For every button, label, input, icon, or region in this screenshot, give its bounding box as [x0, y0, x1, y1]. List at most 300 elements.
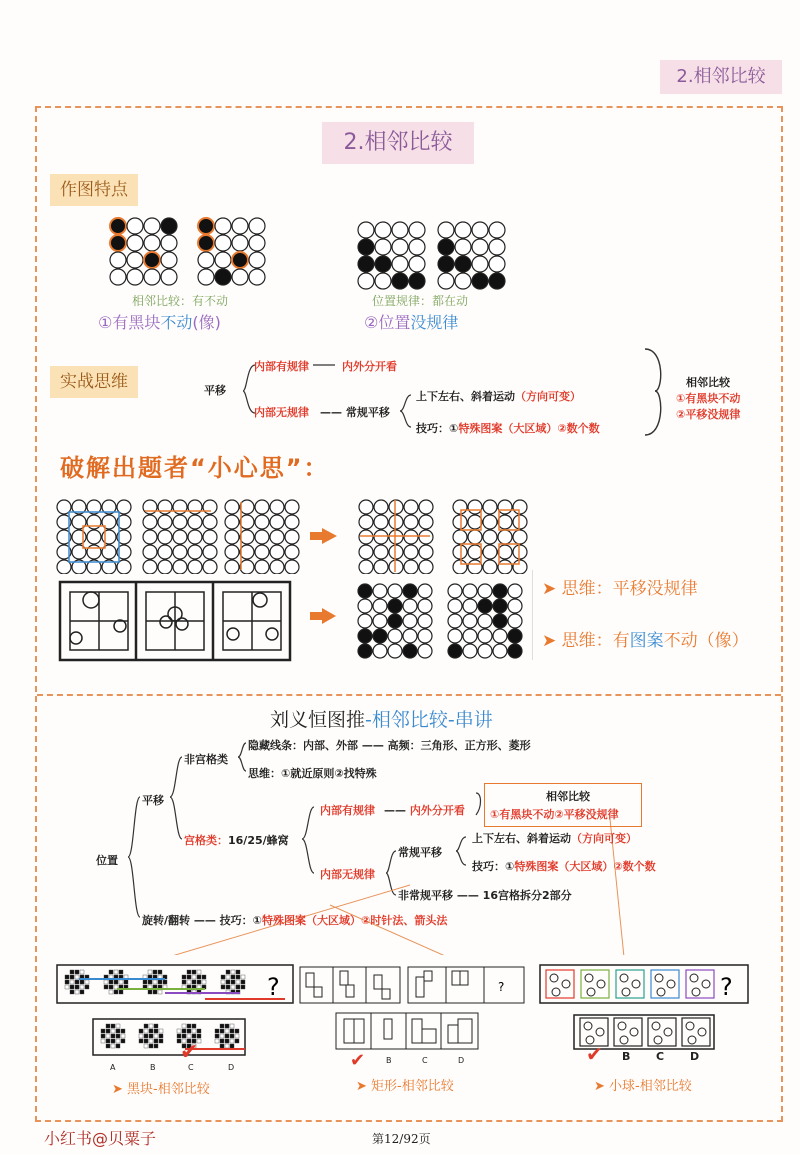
grid-circle [240, 530, 254, 544]
block-cell [187, 970, 191, 974]
ball [667, 980, 675, 988]
grid-circle [418, 599, 432, 613]
circle-grid-4 [438, 222, 505, 289]
grid-circle [373, 614, 387, 628]
block-cell [215, 1039, 219, 1043]
grid-circle [158, 515, 172, 529]
grid-circle [270, 515, 284, 529]
block-cell [75, 985, 79, 989]
grid-circle [438, 256, 454, 272]
block-cell [106, 1039, 110, 1043]
mm-b1-leaf: 内外分开看 [342, 360, 397, 373]
block-cell [70, 985, 74, 989]
grid-circle [173, 530, 187, 544]
grid-circle [513, 560, 527, 574]
block-cell [182, 1029, 186, 1033]
grid-circle [375, 256, 391, 272]
block-cell [75, 990, 79, 994]
block-cell [143, 980, 147, 984]
grid-circle [493, 644, 507, 658]
grid-circle [498, 530, 512, 544]
grid-circle [403, 614, 417, 628]
block-cell [101, 1029, 105, 1033]
ball [698, 1028, 706, 1036]
grid-circle [389, 515, 403, 529]
grid-circle [161, 269, 177, 285]
section-title: 2.相邻比较 [322, 122, 474, 164]
grid-circle [188, 545, 202, 559]
grid-circle [404, 515, 418, 529]
grid-circle [419, 560, 433, 574]
mm-b2: 内部无规律 [254, 406, 309, 419]
grid-circle [419, 500, 433, 514]
block-cell [220, 1034, 224, 1038]
block-cell [231, 985, 235, 989]
block-cell [80, 990, 84, 994]
mm-right-2: ②平移没规律 [676, 408, 741, 421]
block-cell [197, 980, 201, 984]
block-cell [182, 975, 186, 979]
grid-circle [498, 545, 512, 559]
grid-circle [144, 252, 160, 268]
grid-circle [110, 218, 126, 234]
block-cell [225, 1034, 229, 1038]
block-cell [187, 980, 191, 984]
header-tag: 2.相邻比较 [660, 60, 782, 94]
block-cell [215, 1034, 219, 1038]
block-cell [230, 1029, 234, 1033]
grid-circle [285, 500, 299, 514]
grid-circle [448, 644, 462, 658]
block-cell [119, 970, 123, 974]
ball [587, 988, 595, 996]
block-cell [106, 1034, 110, 1038]
grid-circle [203, 500, 217, 514]
grid-circle [389, 560, 403, 574]
mm2-wu: 内部无规律 [320, 868, 375, 881]
block-cell [202, 975, 206, 979]
ball [620, 1036, 628, 1044]
ball [597, 980, 605, 988]
section-divider [37, 694, 781, 696]
grid-circle [404, 545, 418, 559]
block-cell [221, 975, 225, 979]
block-cell [116, 1024, 120, 1028]
block-cell [144, 1029, 148, 1033]
block-cell [225, 1024, 229, 1028]
grid-circle [419, 515, 433, 529]
grid-circle [472, 256, 488, 272]
grid-circle [404, 560, 418, 574]
example-small-balls [538, 963, 753, 1053]
block-cell [149, 1034, 153, 1038]
grid-circle [418, 644, 432, 658]
ball [688, 1036, 696, 1044]
mm-b2-leaf1: 上下左右、斜着运动（方向可变） [416, 390, 581, 403]
block-cell [231, 980, 235, 984]
block-cell [230, 1044, 234, 1048]
ball [552, 988, 560, 996]
block-cell [121, 1029, 125, 1033]
block-cell [158, 970, 162, 974]
grid-circle [240, 500, 254, 514]
think-1: ➤ 思维：平移没规律 [542, 579, 698, 599]
block-cell [104, 980, 108, 984]
block-cell [192, 1024, 196, 1028]
grid-circle [161, 218, 177, 234]
grid-circle [203, 530, 217, 544]
block-cell [231, 975, 235, 979]
grid-circle [161, 235, 177, 251]
grid-circle [215, 252, 231, 268]
mm-right-title: 相邻比较 [686, 376, 730, 389]
grid-circle [102, 530, 116, 544]
grid-circle [513, 545, 527, 559]
grid-circle [374, 500, 388, 514]
grid-circle [489, 222, 505, 238]
ex1-caption: ➤ 黑块-相邻比较 [112, 1082, 210, 1097]
grid-circle [373, 644, 387, 658]
block-cell [124, 980, 128, 984]
grid-circle [143, 515, 157, 529]
circle-grid-1 [110, 218, 177, 285]
grid-circle [102, 545, 116, 559]
grid-circle [392, 239, 408, 255]
block-cell [235, 1039, 239, 1043]
block-cell [116, 1039, 120, 1043]
grid-circle [483, 560, 497, 574]
block-cell [241, 985, 245, 989]
block-cell [80, 985, 84, 989]
mm2-root: 位置 [96, 854, 118, 867]
grid-circle [225, 545, 239, 559]
block-cell [154, 1034, 158, 1038]
block-cell [101, 1034, 105, 1038]
label-drawing-features: 作图特点 [50, 174, 138, 206]
ball [702, 980, 710, 988]
grid-circle [389, 500, 403, 514]
grid-circle [359, 515, 373, 529]
grid-circle [448, 599, 462, 613]
grid-circle [358, 222, 374, 238]
grid-circle [388, 644, 402, 658]
grid-circle [198, 235, 214, 251]
block-cell [144, 1039, 148, 1043]
grid-circle [358, 599, 372, 613]
heading-tricks: 破解出题者“小心思”： [60, 454, 330, 482]
ball [652, 1022, 660, 1030]
grid-circle [255, 560, 269, 574]
block-cell [144, 1044, 148, 1048]
block-cell [153, 970, 157, 974]
grid-circle [513, 515, 527, 529]
grid-circle [143, 530, 157, 544]
grid-circle [203, 545, 217, 559]
grid-circle [409, 273, 425, 289]
block-cell [85, 980, 89, 984]
block-cell [177, 1029, 181, 1033]
block-cell [154, 1044, 158, 1048]
grid-circle [388, 584, 402, 598]
grid-circle [249, 235, 265, 251]
grid-circle [409, 256, 425, 272]
block-cell [225, 1044, 229, 1048]
ball [654, 1036, 662, 1044]
grid-circle [359, 545, 373, 559]
grid-circle [404, 530, 418, 544]
block-cell [159, 1029, 163, 1033]
block-cell [154, 1024, 158, 1028]
grid-circle [143, 560, 157, 574]
grid-circle [453, 530, 467, 544]
grid-circle [438, 239, 454, 255]
grid-examples-top [100, 214, 520, 290]
block-cell [220, 1039, 224, 1043]
mm2-you: 内部有规律 [320, 804, 375, 817]
circle-grid-3 [358, 222, 425, 289]
block-cell [159, 1039, 163, 1043]
block-cell [230, 1024, 234, 1028]
grid-examples-middle [55, 498, 535, 574]
block-cell [65, 975, 69, 979]
block-cell [225, 1039, 229, 1043]
grid-circle [240, 515, 254, 529]
block-cell [236, 975, 240, 979]
grid-circle [493, 584, 507, 598]
ex3-q: ? [720, 973, 733, 1001]
circle-grid-2 [198, 218, 265, 285]
ball [622, 988, 630, 996]
grid-circle [463, 584, 477, 598]
grid-circle [375, 239, 391, 255]
grid-circle [478, 644, 492, 658]
block-cell [80, 970, 84, 974]
grid-circle [240, 560, 254, 574]
mm2-sxzy: 上下左右、斜着运动（方向可变） [472, 832, 637, 845]
block-cell [182, 1024, 186, 1028]
grid-circle [403, 629, 417, 643]
grid-circle [419, 530, 433, 544]
block-cell [226, 980, 230, 984]
grid-circle [255, 500, 269, 514]
block-cell [220, 1044, 224, 1048]
ex1-check: ✔ [180, 1040, 199, 1065]
grid-circle [489, 256, 505, 272]
ball [620, 974, 628, 982]
ball [692, 988, 700, 996]
block-cell [148, 980, 152, 984]
grid-circle [403, 584, 417, 598]
grid-circle [203, 515, 217, 529]
caption-left-small: 相邻比较：有不动 [132, 294, 229, 308]
ex2-q: ? [498, 980, 505, 994]
grid-circle [127, 252, 143, 268]
grid-circle [468, 500, 482, 514]
grid-circle [375, 222, 391, 238]
grid-circle [225, 515, 239, 529]
ball [686, 1022, 694, 1030]
grid-circle [483, 530, 497, 544]
grid-circle [173, 560, 187, 574]
ball [596, 1028, 604, 1036]
block-cell [106, 1024, 110, 1028]
footer-brand: 小红书@贝粟子 [44, 1129, 157, 1148]
grid-circle [489, 273, 505, 289]
mm2-feigong: 非宫格类 [184, 753, 228, 766]
grid-circle [418, 614, 432, 628]
caption-right: ②位置没规律 [364, 313, 459, 332]
grid-circle [493, 614, 507, 628]
grid-circle [483, 515, 497, 529]
grid-circle [232, 269, 248, 285]
block-cell [104, 985, 108, 989]
grid-circle [375, 273, 391, 289]
mm-b2-leaf2: 技巧：①特殊图案（大区域）②数个数 [416, 422, 600, 435]
block-cell [235, 1034, 239, 1038]
grid-circle [87, 530, 101, 544]
grid-circle [158, 545, 172, 559]
grid-circle [270, 530, 284, 544]
block-cell [230, 1034, 234, 1038]
block-cell [177, 1034, 181, 1038]
grid-circle [472, 273, 488, 289]
block-cell [114, 990, 118, 994]
grid-circle [232, 252, 248, 268]
grid-circle [483, 500, 497, 514]
block-cell [116, 1044, 120, 1048]
grid-circle [472, 239, 488, 255]
ball [655, 974, 663, 982]
grid-circle [374, 530, 388, 544]
grid-circle [198, 218, 214, 234]
block-cell [144, 1024, 148, 1028]
grid-circle [225, 530, 239, 544]
grid-circle [358, 239, 374, 255]
block-cell [192, 980, 196, 984]
block-cell [182, 1034, 186, 1038]
grid-circle [127, 218, 143, 234]
grid-circle [455, 273, 471, 289]
block-cell [154, 1039, 158, 1043]
block-cell [139, 1039, 143, 1043]
block-cell [139, 1034, 143, 1038]
grid-circle [110, 269, 126, 285]
grid-circle [508, 629, 522, 643]
grid-circle [493, 629, 507, 643]
block-cell [148, 990, 152, 994]
block-cell [111, 1024, 115, 1028]
block-cell [119, 980, 123, 984]
block-cell [153, 980, 157, 984]
grid-circle [72, 515, 86, 529]
grid-circle [389, 545, 403, 559]
block-cell [226, 970, 230, 974]
block-cell [226, 985, 230, 989]
ball [618, 1022, 626, 1030]
grid-circle [143, 545, 157, 559]
grid-circle [270, 545, 284, 559]
grid-circle [198, 252, 214, 268]
ball [664, 1028, 672, 1036]
grid-circle [188, 530, 202, 544]
grid-circle [110, 252, 126, 268]
think-2: ➤ 思维：有图案不动（像） [542, 631, 749, 651]
grid-circle [403, 599, 417, 613]
grid-circle [468, 530, 482, 544]
mm2-yincang: 隐藏线条：内部、外部 —— 高频：三角形、正方形、菱形 [248, 739, 531, 752]
grid-circle [463, 644, 477, 658]
grid-circle [463, 599, 477, 613]
block-cell [70, 970, 74, 974]
grid-circle [498, 560, 512, 574]
block-cell [187, 975, 191, 979]
grid-circle [359, 530, 373, 544]
grid-circle [72, 545, 86, 559]
grid-circle [513, 500, 527, 514]
block-cell [106, 1044, 110, 1048]
grid-circle [198, 269, 214, 285]
block-cell [187, 1034, 191, 1038]
grid-circle [270, 500, 284, 514]
grid-circle [188, 500, 202, 514]
mm-right-1: ①有黑块不动 [676, 392, 741, 405]
block-cell [116, 1029, 120, 1033]
block-cell [235, 1029, 239, 1033]
block-cell [192, 975, 196, 979]
grid-circle [418, 584, 432, 598]
grid-circle [270, 560, 284, 574]
block-cell [70, 980, 74, 984]
think-separator [532, 570, 533, 660]
grid-circle [188, 560, 202, 574]
block-cell [154, 1029, 158, 1033]
grid-circle [478, 599, 492, 613]
grid-circle [358, 584, 372, 598]
grid-circle [358, 629, 372, 643]
ex1-q: ? [267, 973, 280, 1001]
grid-circle [403, 644, 417, 658]
block-cell [158, 980, 162, 984]
grid-circle [358, 614, 372, 628]
block-cell [182, 980, 186, 984]
block-cell [197, 1034, 201, 1038]
grid-circle [72, 530, 86, 544]
grid-circle [468, 545, 482, 559]
grid-circle [127, 269, 143, 285]
grid-circle [188, 515, 202, 529]
ball [585, 974, 593, 982]
grid-circle [232, 218, 248, 234]
grid-circle [255, 545, 269, 559]
block-cell [148, 970, 152, 974]
grid-circle [144, 235, 160, 251]
mm-b1: 内部有规律 [254, 360, 309, 373]
block-cell [109, 980, 113, 984]
block-cell [231, 970, 235, 974]
grid-circle [225, 560, 239, 574]
grid-circle [249, 252, 265, 268]
block-cell [111, 1044, 115, 1048]
grid-circle [285, 560, 299, 574]
grid-circle [392, 256, 408, 272]
block-cell [70, 975, 74, 979]
grid-circle [215, 218, 231, 234]
block-cell [236, 980, 240, 984]
block-cell [225, 1029, 229, 1033]
block-cell [197, 1029, 201, 1033]
block-cell [116, 1034, 120, 1038]
grid-circle [215, 269, 231, 285]
